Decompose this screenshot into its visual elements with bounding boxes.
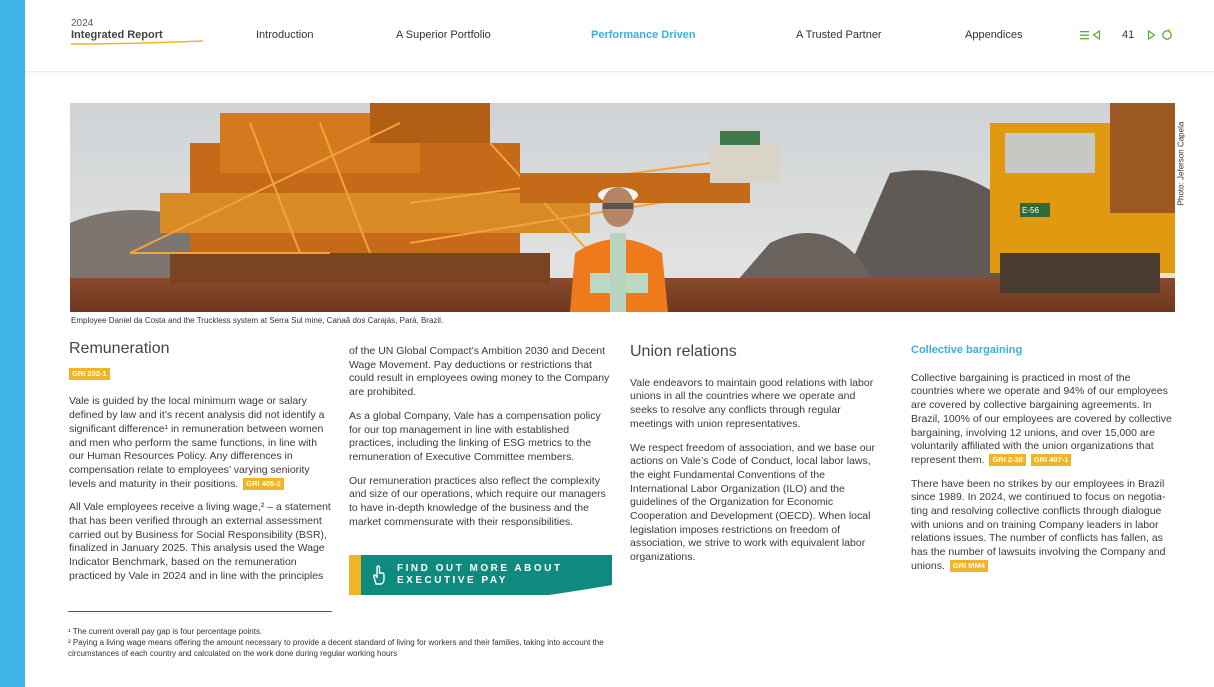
collective-bargaining-paragraph-1: [911, 372, 1173, 468]
photo-caption: Employee Daniel da Costa and the Truckless system at Serra Sul mine, Canaã dos Carajás, Pará, Brazil.: [71, 316, 444, 325]
photo-credit-text: Photo: Jeferson Capela: [1176, 121, 1186, 206]
previous-page-icon[interactable]: [1092, 30, 1101, 40]
gri-tag[interactable]: GRI 2-30: [989, 454, 1025, 466]
union-relations-paragraph-1: Vale endeavors to maintain good relations with labor unions in all the countries where we operate and seeks to resolve any conflicts through regular meetings with union representatives.: [630, 376, 874, 430]
mine-machinery-illustration: [70, 103, 1175, 312]
logo-swoosh: [71, 40, 205, 46]
collective-bargaining-column: [911, 344, 1173, 584]
nav-performance-driven[interactable]: Performance Driven: [591, 29, 696, 41]
footnote-1: ¹ The current overall pay gap is four percentage points.: [68, 627, 263, 636]
logo-title: Integrated Report: [71, 29, 163, 41]
footnotes: [68, 626, 618, 659]
refresh-icon[interactable]: [1161, 29, 1173, 41]
footnote-2: ² Paying a living wage means offering the amount necessary to provide a decent standard of living for workers and their families, taking into account the circumstances of each country and calculated on the work done during regular working hours: [68, 638, 604, 658]
nav-appendices[interactable]: Appendices: [965, 29, 1023, 41]
left-accent-bar: [0, 0, 25, 687]
page-number: 41: [1122, 29, 1135, 41]
nav-trusted-partner[interactable]: A Trusted Partner: [796, 29, 882, 41]
collective-bargaining-paragraph-2: [911, 478, 1173, 574]
remuneration-paragraph-5: Our remuneration practices also reflect the complexity and size of our operations, which require our managers to have in-depth knowledge of the business and the market commensurate with their responsibilities.: [349, 474, 606, 528]
union-relations-heading: Union relations: [630, 343, 737, 360]
gri-tag[interactable]: GRI 202-1: [69, 368, 110, 380]
footnote-divider: [68, 611, 332, 612]
photo-credit: [1175, 103, 1187, 233]
machine-sign-text: E-56: [1022, 206, 1039, 215]
nav-introduction[interactable]: Introduction: [256, 29, 314, 41]
collective-bargaining-paragraph-2-text: There have been no strikes by our employees in Brazil since 1989. In 2024, we continued to focus on negotia-ting and resolving collective conflicts through dialogue with unions and on training Company leaders in labor relations issues. The number of conflicts has fallen, as has the number of lawsuits involving the Company and unions.: [911, 477, 1166, 572]
cta-label-line-1: FIND OUT MORE ABOUT: [397, 563, 563, 574]
remuneration-column: [69, 342, 335, 594]
remuneration-heading: Remuneration: [69, 340, 170, 357]
executive-pay-link-button[interactable]: [349, 555, 612, 595]
union-relations-paragraph-2: We respect freedom of association, and we base our actions on Vale’s Code of Conduct, local labor laws, the eight Fundamental Conventions of the International Labor Organization (ILO) and the guidelines of the Organization for Economic Cooperation and Development (OECD). When local legislation imposes restrictions on freedom of association, we strive to work with equivalent labor organizations.: [630, 441, 875, 564]
top-navigation: [25, 0, 1214, 72]
remuneration-continued-column: [349, 345, 613, 539]
report-logo[interactable]: [71, 18, 163, 42]
remuneration-paragraph-3: of the UN Global Compact’s Ambition 2030 and Decent Wage Movement. Pay deductions or restrictions that could result in employees owing money to the Company are prohibited.: [349, 345, 610, 399]
remuneration-paragraph-1: [69, 395, 335, 491]
remuneration-paragraph-2: All Vale employees receive a living wage,² – a statement that has been verified through an external assessment carried out by Business for Social Responsibility (BSR), finalized in January 2025. This analysis used the Wage Indicator Benchmark, based on the remuneration practiced by Vale in 2024 and in line with the principles: [69, 501, 331, 582]
cta-label: [397, 563, 597, 587]
collective-bargaining-paragraph-1-text: Collective bargaining is practiced in most of the countries where we operate and 94% of our employees are covered by collective bargaining agreements. In Brazil, 100% of our employees are covered by collective bargaining, involving 12 unions, and over 15,000 are voluntarily affiliated with the union organizations that represent them.: [911, 371, 1172, 466]
nav-superior-portfolio[interactable]: A Superior Portfolio: [396, 29, 491, 41]
gri-tag[interactable]: GRI MM4: [950, 560, 988, 572]
hero-photo: [70, 103, 1175, 312]
pointer-hand-icon: [370, 564, 388, 586]
union-relations-column: [630, 345, 880, 575]
next-page-icon[interactable]: [1147, 30, 1156, 40]
remuneration-paragraph-4: As a global Company, Vale has a compensation policy for our top management in line with established practices, including the linking of ESG metrics to the remuneration of Executive Committee members.: [349, 409, 601, 463]
page-tools: [1080, 26, 1190, 46]
gri-tag[interactable]: GRI 405-2: [243, 478, 284, 490]
collective-bargaining-heading: Collective bargaining: [911, 344, 1023, 356]
menu-icon[interactable]: [1080, 30, 1090, 40]
remuneration-paragraph-1-text: Vale is guided by the local minimum wage or salary defined by law and it’s recent analysis did not identify a significant difference¹ in remuneration between women and men who perform the same functions, in line with our Human Resources Policy. Any differences in compensation relate to employees’ varying seniority levels and maturity in their positions.: [69, 395, 325, 490]
gri-tag[interactable]: GRI 407-1: [1031, 454, 1072, 466]
cta-label-line-2: EXECUTIVE PAY: [397, 575, 508, 586]
logo-year: 2024: [71, 18, 94, 29]
